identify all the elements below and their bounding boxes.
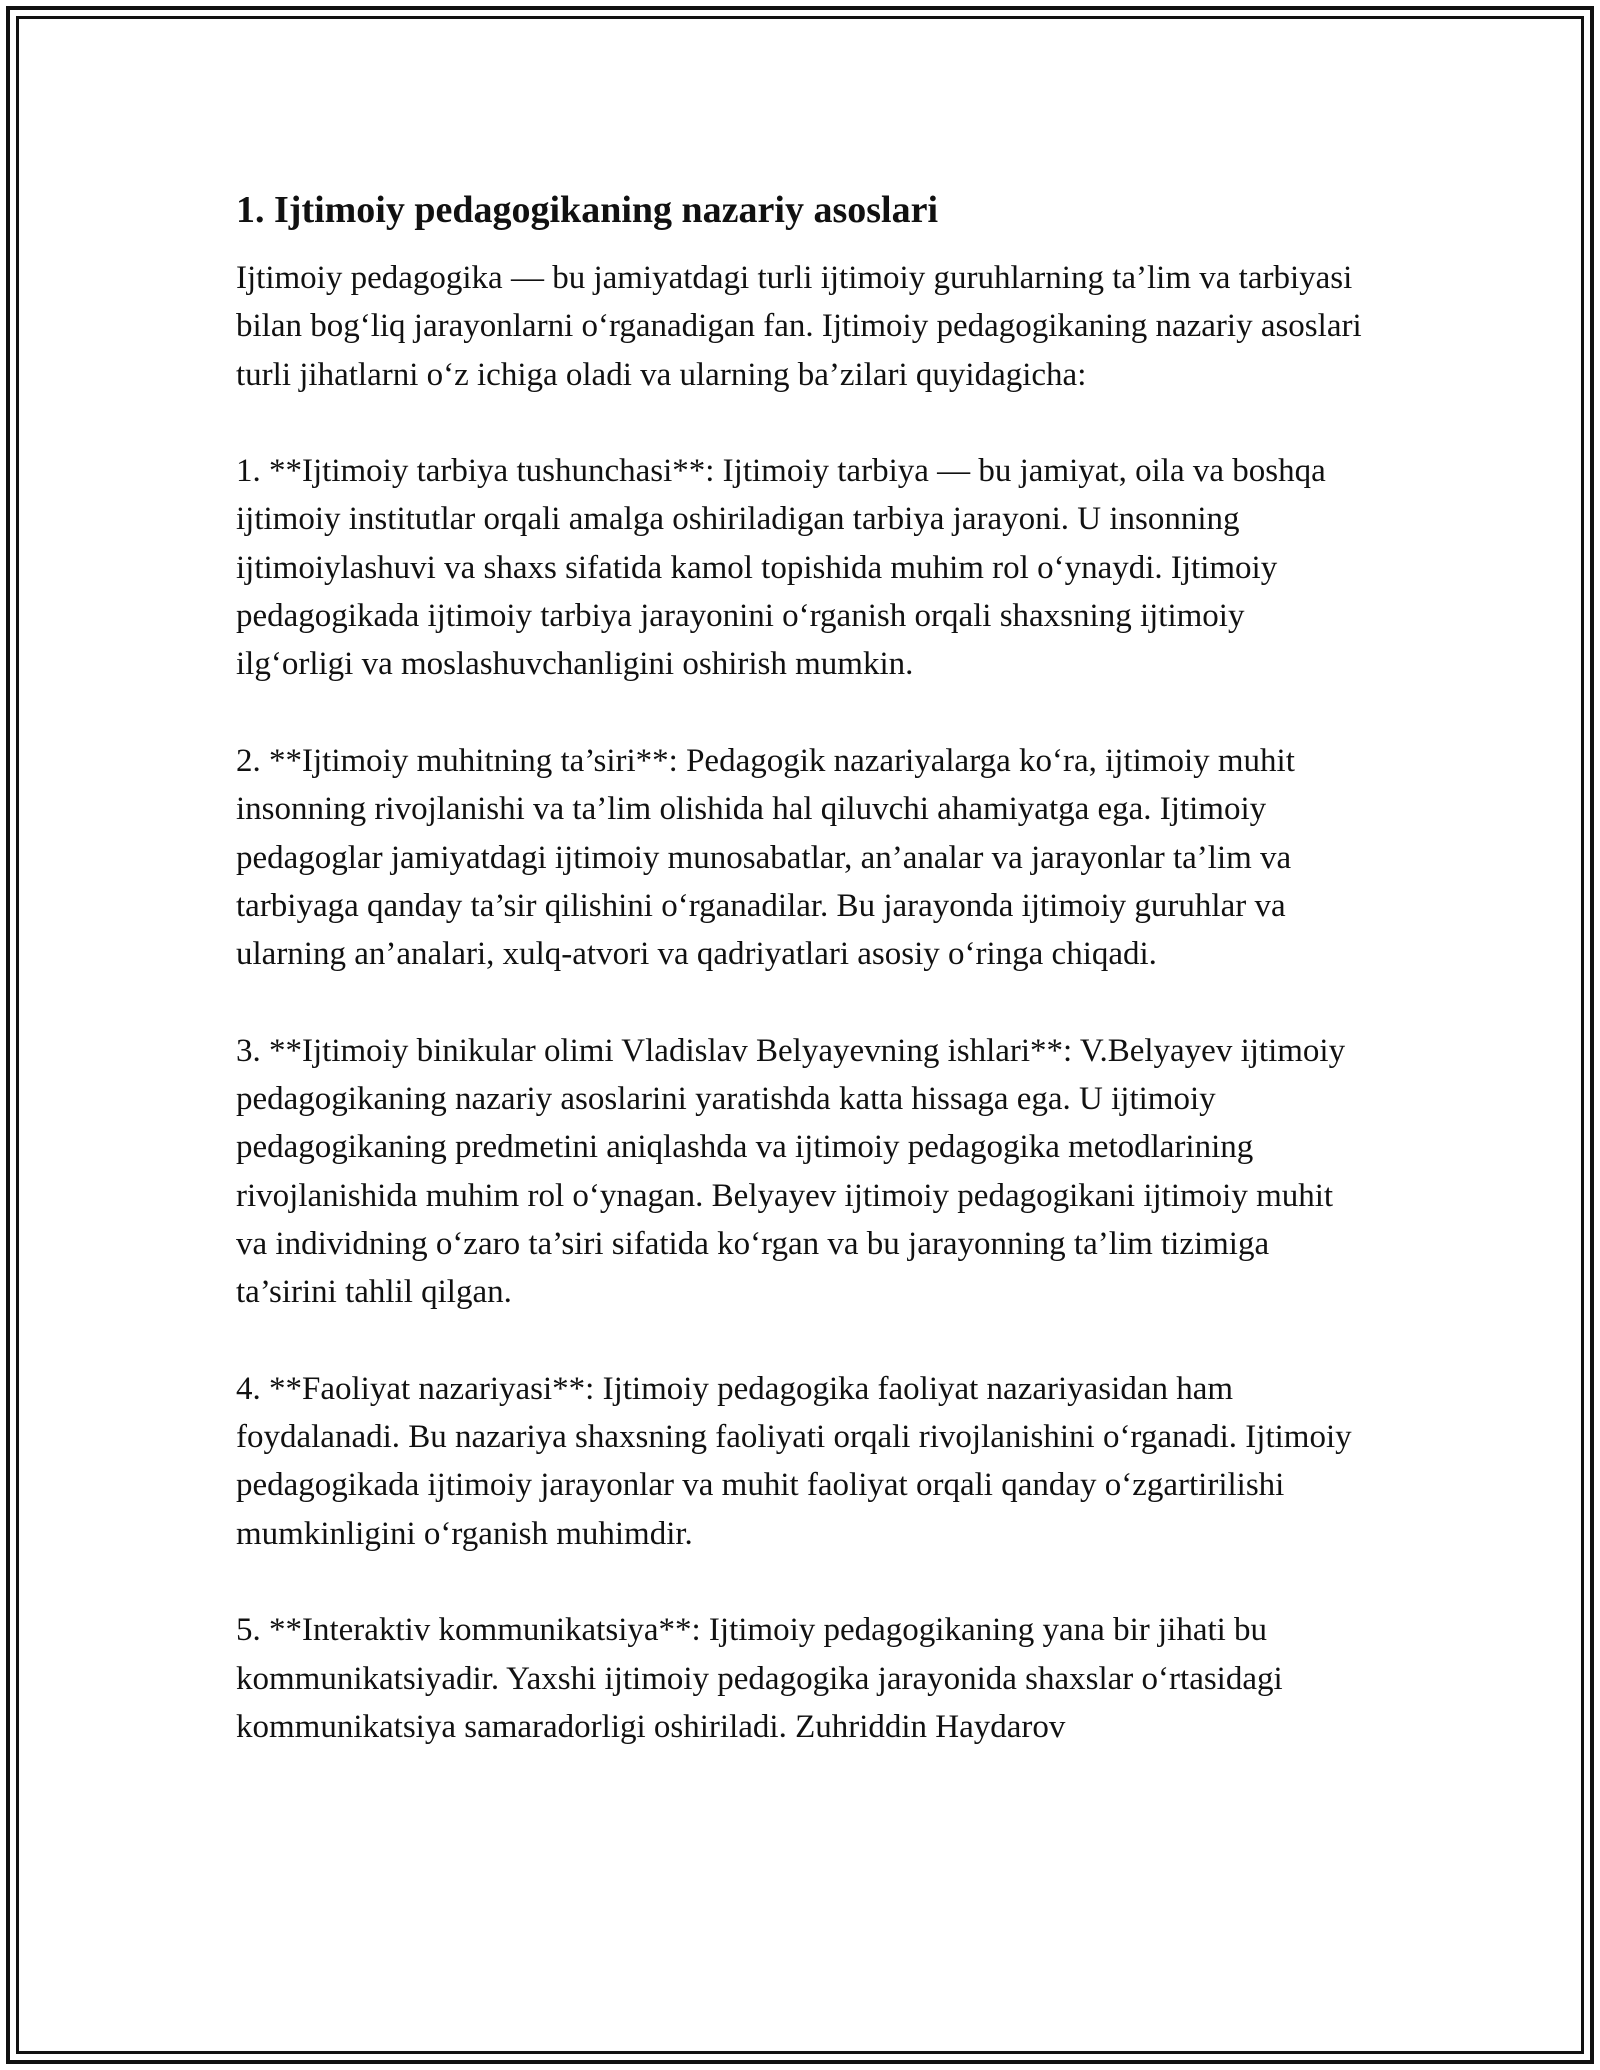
intro-paragraph: Ijtimoiy pedagogika — bu jamiyatdagi turli ijtimoiy guruhlarning ta’lim va tarbiyasi bilan bog‘liq jarayonlarni o‘rganadigan fan. Ijtimoiy pedagogikaning nazariy asoslari turli jihatlarni o‘z ichiga oladi va ularning ba’zilari quyidagicha: bbox=[236, 260, 1362, 393]
paragraph-social-upbringing: 1. **Ijtimoiy tarbiya tushunchasi**: Ijtimoiy tarbiya — bu jamiyat, oila va boshqa ijtimoiy institutlar orqali amalga oshiriladigan tarbiya jarayoni. U insonning ijtimoiylashuvi va shaxs sifatida kamol topishida muhim rol o‘ynaydi. Ijtimoiy pedagogikada ijtimoiy tarbiya jarayonini o‘rganish orqali shaxsning ijtimoiy ilg‘orligi va moslashuvchanligini oshirish mumkin. bbox=[236, 453, 1326, 683]
document-body bbox=[236, 186, 1366, 1751]
paragraph-activity-theory: 4. **Faoliyat nazariyasi**: Ijtimoiy pedagogika faoliyat nazariyasidan ham foydalanadi. Bu nazariya shaxsning faoliyati orqali rivojlanishini o‘rganadi. Ijtimoiy pedagogikada ijtimoiy jarayonlar va muhit faoliyat orqali qanday o‘zgartirilishi mumkinligini o‘rganish muhimdir. bbox=[236, 1370, 1352, 1552]
paragraph-belyayev-works: 3. **Ijtimoiy binikular olimi Vladislav Belyayevning ishlari**: V.Belyayev ijtimoiy pedagogikaning nazariy asoslarini yaratishda katta hissaga ega. U ijtimoiy pedagogikaning predmetini aniqlashda va ijtimoiy pedagogika metodlarining rivojlanishida muhim rol o‘ynagan. Belyayev ijtimoiy pedagogikani ijtimoiy muhit va individning o‘zaro ta’siri sifatida ko‘rgan va bu jarayonning ta’lim tizimiga ta’sirini tahlil qilgan. bbox=[236, 1032, 1346, 1311]
paragraph-interactive-communication: 5. **Interaktiv kommunikatsiya**: Ijtimoiy pedagogikaning yana bir jihati bu kommunikatsiyadir. Yaxshi ijtimoiy pedagogika jarayonida shaxslar o‘rtasidagi kommunikatsiya samaradorligi oshiriladi. Zuhriddin Haydarov bbox=[236, 1612, 1283, 1745]
paragraph-social-environment: 2. **Ijtimoiy muhitning ta’siri**: Pedagogik nazariyalarga ko‘ra, ijtimoiy muhit insonning rivojlanishi va ta’lim olishida hal qiluvchi ahamiyatga ega. Ijtimoiy pedagoglar jamiyatdagi ijtimoiy munosabatlar, an’analar va jarayonlar ta’lim va tarbiyaga qanday ta’sir qilishini o‘rganadilar. Bu jarayonda ijtimoiy guruhlar va ularning an’analari, xulq-atvori va qadriyatlari asosiy o‘ringa chiqadi. bbox=[236, 742, 1295, 973]
document-title: 1. Ijtimoiy pedagogikaning nazariy asoslari bbox=[236, 189, 938, 231]
